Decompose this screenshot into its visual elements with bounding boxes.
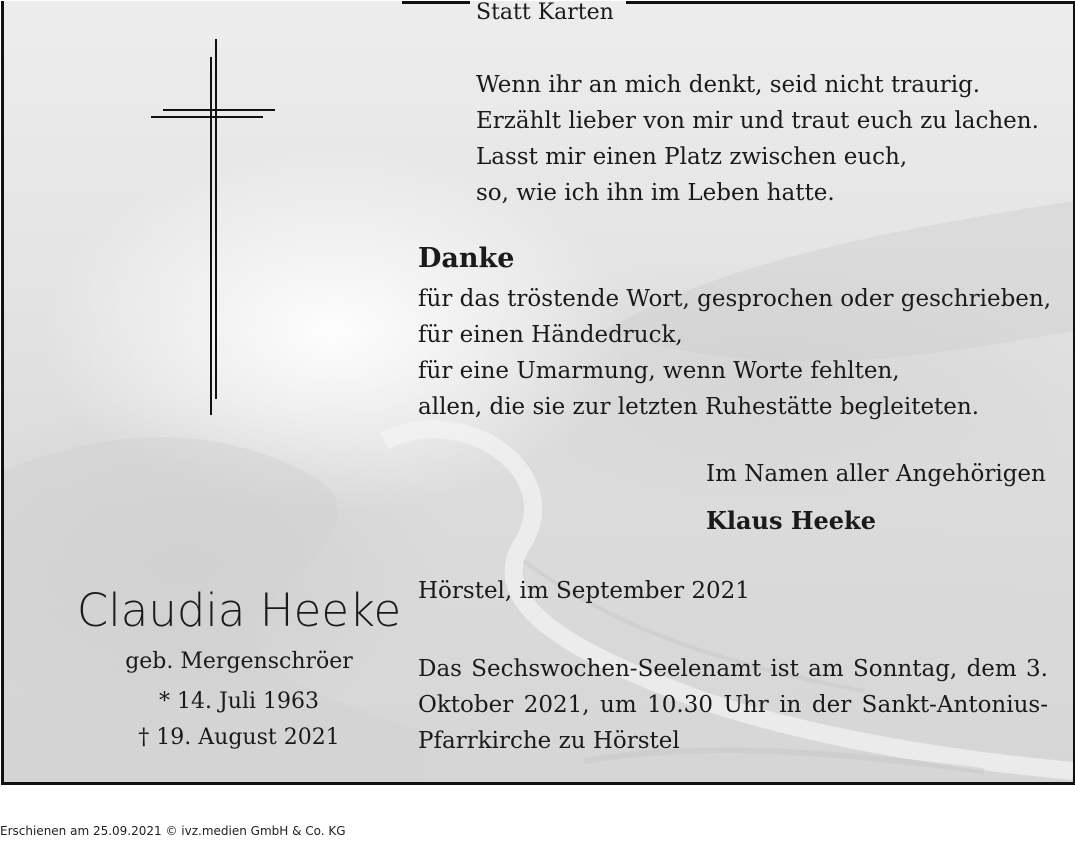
thanks-line: allen, die sie zur letzten Ruhestätte begleiteten.: [418, 394, 980, 420]
statt-karten-label: Statt Karten: [476, 1, 614, 25]
service-notice: Das Sechswochen-Seelenamt ist am Sonntag, dem 3. Oktober 2021, um 10.30 Uhr in der Sankt-Antonius-Pfarrkirche zu Hörstel: [418, 656, 1048, 754]
top-border-left: [402, 1, 470, 4]
deceased-death-date: † 19. August 2021: [138, 725, 340, 750]
thanks-line: für einen Händedruck,: [418, 322, 683, 348]
deceased-name: Claudia Heeke: [76, 584, 402, 637]
top-border-right: [626, 1, 1073, 4]
place-date: Hörstel, im September 2021: [418, 578, 750, 604]
poem: [476, 67, 1039, 211]
thanks-title: Danke: [418, 243, 515, 274]
thanks-line: für eine Umarmung, wenn Worte fehlten,: [418, 358, 900, 384]
signature-name: Klaus Heeke: [706, 506, 876, 535]
poem-line: Erzählt lieber von mir und traut euch zu lachen.: [476, 108, 1039, 134]
obituary-card: [1, 1, 1075, 785]
cross-icon: [149, 39, 279, 417]
publication-footer: Erschienen am 25.09.2021 © ivz.medien GmbH & Co. KG: [0, 824, 346, 838]
thanks-list: [418, 281, 1051, 425]
thanks-line: für das tröstende Wort, gesprochen oder geschrieben,: [418, 286, 1052, 312]
poem-line: so, wie ich ihn im Leben hatte.: [476, 180, 835, 206]
deceased-birth-date: * 14. Juli 1963: [158, 689, 319, 714]
signature-intro: Im Namen aller Angehörigen: [706, 461, 1046, 487]
deceased-born-name: geb. Mergenschröer: [125, 649, 353, 674]
poem-line: Wenn ihr an mich denkt, seid nicht traurig.: [476, 72, 981, 98]
poem-line: Lasst mir einen Platz zwischen euch,: [476, 144, 908, 170]
